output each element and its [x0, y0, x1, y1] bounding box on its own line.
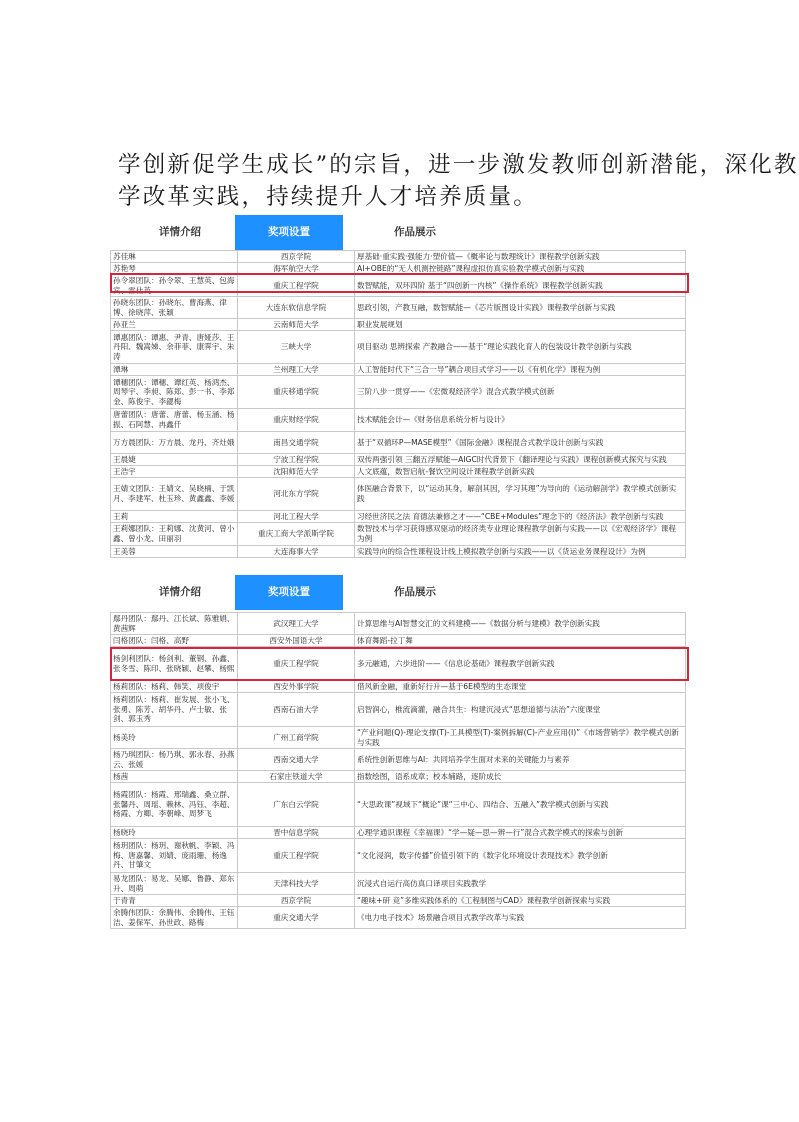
winner-cell: 谭穗团队：谭穗、谭红英、杨鸿杰、周琴宇、李昶、陈郑、彭一书、李郑金、陈俊宇、李勰梅 — [111, 376, 238, 409]
winner-cell: 苏佳琳 — [111, 251, 238, 263]
table-row — [111, 771, 686, 783]
tab-awards[interactable]: 奖项设置 — [235, 215, 343, 250]
table-row — [111, 635, 686, 647]
table-row — [111, 827, 686, 839]
winner-cell: 王美蓉 — [111, 546, 238, 558]
table-row — [111, 523, 686, 546]
project-cell: 启智润心，椎流滴灌，融合共生：构建沉浸式“思想道德与法治”六度课堂 — [355, 693, 686, 727]
project-cell: 数智技术与学习获得感双驱动的经济类专业理论课程教学创新与实践——以《宏观经济学》课程为例 — [355, 523, 686, 546]
winner-cell: 闫格团队：闫格、高野 — [111, 635, 238, 647]
institution-cell: 重庆财经学院 — [238, 409, 355, 432]
table-row — [111, 895, 686, 907]
paragraph-line: 学创新促学生成长”的宗旨，进一步激发教师创新潜能，深化教 — [118, 152, 799, 178]
winner-cell: 鄢丹团队：鄢丹、江长斌、陈雅娟、黄茜辉 — [111, 613, 238, 635]
winner-cell: 王莉娜团队：王莉娜、沈黄河、曾小鑫、曾小龙、田丽羽 — [111, 523, 238, 546]
table-row — [111, 364, 686, 376]
institution-cell: 云南师范大学 — [238, 319, 355, 331]
institution-cell: 重庆工程学院 — [238, 275, 355, 297]
tab-works[interactable]: 作品展示 — [394, 226, 436, 238]
tab-bar — [110, 215, 690, 250]
project-cell: 职业发展规划 — [355, 319, 686, 331]
institution-cell: 沈阳师范大学 — [238, 466, 355, 478]
institution-cell: 大连东软信息学院 — [238, 297, 355, 319]
institution-cell: 河北东方学院 — [238, 478, 355, 511]
project-cell: 项目驱动 思辨探索 产教融合——基于“理论实践化育人的包装设计教学创新与实践 — [355, 331, 686, 364]
institution-cell: 西南交通大学 — [238, 749, 355, 771]
institution-cell: 重庆工程学院 — [238, 839, 355, 873]
institution-cell: 西安外国语大学 — [238, 635, 355, 647]
highlight-box — [110, 647, 689, 681]
winner-cell: 苏艳琴 — [111, 263, 238, 275]
project-cell: 双传两强引领 三翻五浮赋能—AIGC时代背景下《翻译理论与实践》课程创新模式探究与实践 — [355, 454, 686, 466]
table-row — [111, 783, 686, 827]
institution-cell: 石家庄铁道大学 — [238, 771, 355, 783]
winner-cell: 杨晓玲 — [111, 827, 238, 839]
project-cell: “产业问题(Q)-理论支撑(T)-工具模型(T)-案例拆解(C)-产业应用(I)”《市场营销学》教学模式创新与实践 — [355, 727, 686, 749]
institution-cell: 西京学院 — [238, 895, 355, 907]
project-cell: 心理学通识课程《幸福课》“学—疑—思—辨—行”混合式教学模式的探索与创新 — [355, 827, 686, 839]
institution-cell: 重庆工程学院 — [238, 647, 355, 681]
winner-cell: 易龙团队：易龙、吴娜、鲁静、郑东升、周萌 — [111, 873, 238, 895]
institution-cell: 西京学院 — [238, 251, 355, 263]
institution-cell: 武汉理工大学 — [238, 613, 355, 635]
project-cell: 人文底蕴，数智启航-餐饮空间设计课程教学创新实践 — [355, 466, 686, 478]
winner-cell: 于青青 — [111, 895, 238, 907]
winner-cell: 王莉 — [111, 511, 238, 523]
winner-cell: 孙晓东团队：孙晓东、曹海燕、律博、徐晓萍、张颖 — [111, 297, 238, 319]
institution-cell: 天津科技大学 — [238, 873, 355, 895]
table-row — [111, 466, 686, 478]
intro-paragraph — [118, 149, 799, 213]
winner-cell: 王婧文团队：王婧文、吴晓楠、于凯月、李建军、杜玉珍、黄鑫鑫、李媛 — [111, 478, 238, 511]
project-cell: “趣味+研 竞”多维实践体系的《工程制图与CAD》课程教学创新探索与实践 — [355, 895, 686, 907]
institution-cell: 兰州理工大学 — [238, 364, 355, 376]
project-cell: 数智赋能，双环四阶 基于“四创新一内核”《操作系统》课程教学创新实践 — [355, 275, 686, 297]
institution-cell: 河北工程大学 — [238, 511, 355, 523]
project-cell: 技术赋能会计—《财务信息系统分析与设计》 — [355, 409, 686, 432]
table-row — [111, 432, 686, 454]
winner-cell: 杨莉团队：杨莉、崔发展、张小飞、张勇、陈芳、胡华丹、卢士敏、张剑、郭玉秀 — [111, 693, 238, 727]
project-cell: 多元融通，六步进阶——《信息论基础》课程教学创新实践 — [355, 647, 686, 681]
winner-cell: 潭琳 — [111, 364, 238, 376]
table-row — [111, 546, 686, 558]
project-cell: AI+OBE的“无人机测控链路”课程虚拟仿真实验教学模式创新与实践 — [355, 263, 686, 275]
institution-cell: 广东白云学院 — [238, 783, 355, 827]
paragraph-line: 学改革实践，持续提升人才培养质量。 — [118, 184, 538, 210]
table-row — [111, 251, 686, 263]
table-row — [111, 749, 686, 771]
award-table-screenshot-1 — [110, 215, 690, 565]
project-cell: 沉浸式自运行高仿真口译项目实践教学 — [355, 873, 686, 895]
project-cell: 指数绘图，语系成章；校本辅路，逐阶成长 — [355, 771, 686, 783]
tab-details[interactable]: 详情介绍 — [159, 586, 201, 598]
winner-cell: 孙亚兰 — [111, 319, 238, 331]
project-cell: 三阶八步一贯穿——《宏微观经济学》混合式教学模式创新 — [355, 376, 686, 409]
project-cell: 体育舞蹈-拉丁舞 — [355, 635, 686, 647]
table-row — [111, 331, 686, 364]
project-cell: 《电力电子技术》场景融合项目式教学改革与实践 — [355, 907, 686, 929]
winner-cell: 杨剑利团队：杨剑利、董钢、孙鑫、张冬雪、陈印、张晓颖、赵攀、杨熙 — [111, 647, 238, 681]
table-row — [111, 409, 686, 432]
institution-cell: 南昌交通学院 — [238, 432, 355, 454]
project-cell: 人工智能时代下“三合一导”耦合项目式学习——以《有机化学》课程为例 — [355, 364, 686, 376]
institution-cell: 大连海事大学 — [238, 546, 355, 558]
winner-cell: 杨茜 — [111, 771, 238, 783]
winner-cell: 余腾伟团队：余腾伟、余腾伟、王钰洁、姜保军、孙世政、路梅 — [111, 907, 238, 929]
institution-cell: 重庆移通学院 — [238, 376, 355, 409]
institution-cell: 西南石油大学 — [238, 693, 355, 727]
tab-bar — [110, 575, 690, 610]
winner-cell: 王晨婕 — [111, 454, 238, 466]
table-row — [111, 376, 686, 409]
winner-cell: 杨莉团队：杨莉、韩笑、项俊宇 — [111, 681, 238, 693]
winner-cell: 谭惠团队：谭惠、尹青、唐娅莎、王丹阳、魏嵩娣、余菲菲、康霁宇、朱涛 — [111, 331, 238, 364]
institution-cell: 广州工商学院 — [238, 727, 355, 749]
winner-cell: 王浩宇 — [111, 466, 238, 478]
table-row — [111, 297, 686, 319]
table-row — [111, 613, 686, 635]
winner-cell: 万方晨团队：万方晨、龙丹、齐灶娥 — [111, 432, 238, 454]
table-row — [111, 511, 686, 523]
project-cell: 系统性创新思维与AI：共同培养学生面对未来的关键能力与素养 — [355, 749, 686, 771]
project-cell: “文化浸润，数字传播”价值引领下的《数字化环境设计表现技术》教学创新 — [355, 839, 686, 873]
table-row — [111, 727, 686, 749]
institution-cell: 西安外事学院 — [238, 681, 355, 693]
project-cell: 实践导向的综合性课程设计线上模拟教学创新与实践——以《货运业务课程设计》为例 — [355, 546, 686, 558]
award-table — [110, 250, 686, 558]
winner-cell: 杨玥团队：杨玥、谢秋帆、李颖、冯梅、唐嘉馨、刘婧、庞雨珊、杨逸丹、甘肇文 — [111, 839, 238, 873]
project-cell: 基于“双循环P—MASE模型”《国际金融》课程混合式教学设计创新与实践 — [355, 432, 686, 454]
institution-cell: 重庆交通大学 — [238, 907, 355, 929]
table-row — [111, 478, 686, 511]
winner-cell: 杨乃琪团队：杨乃琪、郭永春、孙燕云、张媛 — [111, 749, 238, 771]
table-row — [111, 907, 686, 929]
winner-cell: 杨美玲 — [111, 727, 238, 749]
winner-cell: 唐蕾团队：唐蕾、唐蕾、杨玉涵、杨振、石阿慧、冉鑫仟 — [111, 409, 238, 432]
table-row — [111, 693, 686, 727]
institution-cell: 晋中信息学院 — [238, 827, 355, 839]
table-row — [111, 839, 686, 873]
table-row — [111, 319, 686, 331]
table-row — [111, 454, 686, 466]
table-row — [111, 873, 686, 895]
project-cell: 计算思维与AI智慧交汇的文科建模——《数据分析与建模》教学创新实践 — [355, 613, 686, 635]
winner-cell: 孙令翠团队：孙令翠、王慧英、包海宾、雷仕英 — [111, 275, 238, 297]
institution-cell: 重庆工商大学派斯学院 — [238, 523, 355, 546]
project-cell: 借风新金融，重新好行升—基于6E模型的生态课堂 — [355, 681, 686, 693]
project-cell: 厚基础·重实践·强能力·塑价值—《概率论与数理统计》课程教学创新实践 — [355, 251, 686, 263]
winner-cell: 杨霞团队：杨霞、邢瑞鑫、桑立群、张馨丹、周瑶、赖林、冯钰、李超、杨霞、方卿、李朝峰、周梦飞 — [111, 783, 238, 827]
tab-details[interactable]: 详情介绍 — [159, 226, 201, 238]
table-row — [111, 681, 686, 693]
project-cell: 思政引领，产教互融，数智赋能—《芯片版图设计实践》课程教学创新与实践 — [355, 297, 686, 319]
award-table-screenshot-2 — [110, 575, 690, 927]
project-cell: 体医融合背景下，以“运动其身，解剖其因，学习其理”为导向的《运动解剖学》教学模式创新实践 — [355, 478, 686, 511]
tab-awards[interactable]: 奖项设置 — [235, 575, 343, 610]
institution-cell: 海军航空大学 — [238, 263, 355, 275]
tab-works[interactable]: 作品展示 — [394, 586, 436, 598]
institution-cell: 三峡大学 — [238, 331, 355, 364]
project-cell: 习经世济民之法 育德法兼修之才——“CBE+Modules”理念下的《经济法》教学创新与实践 — [355, 511, 686, 523]
project-cell: “大思政课”视域下“概论”课“三中心、四结合、五融入”教学模式创新与实践 — [355, 783, 686, 827]
highlight-box — [110, 273, 689, 293]
institution-cell: 宁波工程学院 — [238, 454, 355, 466]
